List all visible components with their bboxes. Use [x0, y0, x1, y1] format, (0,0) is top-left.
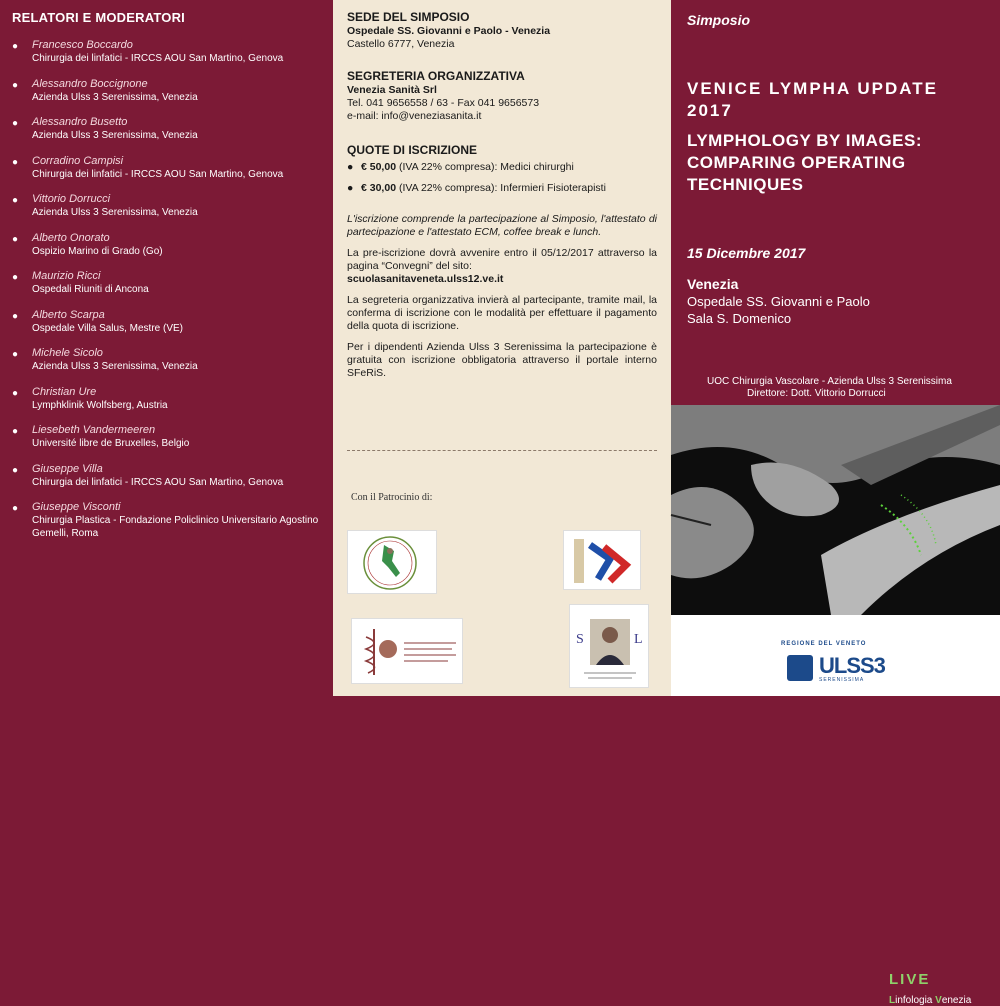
bullet-icon: ●: [12, 349, 19, 360]
speaker-name: Maurizio Ricci: [32, 270, 101, 282]
speaker-item: [12, 423, 327, 462]
organizer-unit: UOC Chirurgia Vascolare - Azienda Ulss 3 Serenissima: [707, 376, 952, 387]
preregistration-link[interactable]: scuolasanitaveneta.ulss12.ve.it: [347, 273, 504, 285]
event-title: VENICE LYMPHA UPDATE 2017: [687, 79, 938, 120]
subtitle-part-2: enezia: [941, 995, 972, 1006]
venue-address: Castello 6777, Venezia: [347, 38, 455, 50]
speaker-name: Francesco Boccardo: [32, 39, 133, 51]
bullet-icon: ●: [12, 272, 19, 283]
patron-logo-italy: [347, 530, 437, 594]
speakers-title: RELATORI E MODERATORI: [12, 10, 185, 25]
society-logo-icon: [564, 531, 642, 591]
speaker-affiliation: Chirurgia dei linfatici - IRCCS AOU San Martino, Genova: [32, 168, 284, 180]
speaker-item: [12, 269, 327, 308]
speaker-name: Alberto Onorato: [32, 231, 110, 244]
svg-text:L: L: [634, 632, 643, 647]
speaker-affiliation: Chirurgia dei linfatici - IRCCS AOU San Martino, Genova: [32, 476, 284, 488]
veneto-shield-icon: [787, 655, 813, 681]
fee-desc: (IVA 22% compresa): Medici chirurghi: [396, 161, 574, 173]
live-logo-subtitle: [889, 995, 971, 1006]
patron-logo-medical-order: [351, 618, 463, 684]
bullet-icon: ●: [12, 387, 19, 399]
italy-emblem-icon: [348, 531, 438, 595]
speaker-name: Vittorio Dorrucci: [32, 193, 111, 205]
speaker-affiliation: Lymphklinik Wolfsberg, Austria: [32, 399, 168, 411]
speaker-name: Liesebeth Vandermeeren: [32, 424, 156, 436]
speaker-name: Alberto Scarpa: [32, 308, 105, 321]
preregistration-body: La pre-iscrizione dovrà avvenire entro il 05/12/2017 attraverso la pagina “Convegni” del sito:: [347, 247, 657, 272]
fees-title: QUOTE DI ISCRIZIONE: [347, 143, 478, 157]
registration-includes: L'iscrizione comprende la partecipazione al Simposio, l'attestato di partecipazione e l'attestato ECM, coffee break e lunch.: [347, 213, 657, 238]
event-date: 15 Dicembre 2017: [687, 245, 806, 261]
bullet-icon: ●: [12, 156, 19, 168]
bullet-icon: ●: [12, 310, 19, 322]
preregistration-text: [347, 247, 657, 286]
bullet-icon: ●: [12, 426, 19, 437]
fees-section: [347, 143, 657, 195]
patron-logo-portrait: [569, 604, 649, 688]
bullet-icon: ●: [12, 41, 19, 52]
ulss3-subtitle: SERENISSIMA: [819, 677, 865, 683]
patronage-label: Con il Patrocinio di:: [351, 492, 433, 503]
bullet-icon: ●: [12, 79, 19, 91]
speaker-name: Michele Sicolo: [32, 347, 103, 359]
speaker-name: Alessandro Boccignone: [32, 77, 148, 90]
speaker-affiliation: Chirurgia Plastica - Fondazione Policlinico Universitario Agostino Gemelli, Roma: [32, 515, 319, 539]
speaker-name: Giuseppe Villa: [32, 462, 103, 475]
speaker-affiliation: Azienda Ulss 3 Serenissima, Venezia: [32, 361, 198, 372]
event-hospital: Ospedale SS. Giovanni e Paolo: [687, 294, 870, 309]
bullet-icon: ●: [347, 161, 354, 173]
bullet-icon: ●: [12, 118, 19, 129]
bullet-icon: ●: [347, 182, 354, 194]
speaker-item: [12, 231, 327, 270]
speaker-affiliation: Azienda Ulss 3 Serenissima, Venezia: [32, 130, 198, 141]
event-subtitle: LYMPHOLOGY BY IMAGES: COMPARING OPERATING TECHNIQUES: [687, 131, 923, 194]
speaker-item: [12, 154, 327, 193]
speakers-panel: [0, 0, 333, 696]
speaker-affiliation: Université libre de Bruxelles, Belgio: [32, 438, 190, 449]
secretariat-email: e-mail: info@veneziasanita.it: [347, 110, 482, 122]
secretariat-phone: Tel. 041 9656558 / 63 - Fax 041 9656573: [347, 97, 540, 109]
secretariat-title: SEGRETERIA ORGANIZZATIVA: [347, 69, 525, 83]
live-logo: LIVE: [889, 971, 931, 988]
event-room: Sala S. Domenico: [687, 311, 792, 326]
organizer-info: [707, 376, 997, 400]
fee-item: [347, 161, 657, 174]
speaker-item: [12, 462, 327, 501]
bullet-icon: ●: [12, 503, 19, 514]
speaker-name: Corradino Campisi: [32, 154, 124, 167]
fee-price: € 50,00: [361, 161, 397, 173]
speaker-item: [12, 38, 327, 77]
divider: [347, 450, 657, 451]
event-city: Venezia: [687, 276, 739, 292]
portrait-icon: [570, 605, 650, 689]
venue-title: SEDE DEL SIMPOSIO: [347, 10, 470, 24]
employees-text: Per i dipendenti Azienda Ulss 3 Serenissima la partecipazione è gratuita con iscrizione obbligatoria attraverso il portale interno SFeRiS.: [347, 341, 657, 379]
venue-name: Ospedale SS. Giovanni e Paolo - Venezia: [347, 25, 551, 37]
cover-panel: [671, 0, 1000, 1006]
event-type: Simposio: [687, 12, 751, 28]
info-panel: [333, 0, 671, 696]
bullet-icon: ●: [12, 233, 19, 245]
venue-section: [347, 10, 657, 51]
event-location: [687, 276, 870, 327]
speaker-item: [12, 308, 327, 347]
caduceus-icon: [352, 619, 464, 685]
secretariat-name: Venezia Sanità Srl: [347, 84, 437, 96]
speaker-affiliation: Chirurgia dei linfatici - IRCCS AOU San Martino, Genova: [32, 53, 284, 64]
fee-desc: (IVA 22% compresa): Infermieri Fisioterapisti: [396, 182, 606, 194]
sponsor-logos: [671, 615, 1000, 696]
speaker-item: [12, 77, 327, 116]
speaker-item: [12, 115, 327, 154]
bullet-icon: ●: [12, 464, 19, 476]
bullet-icon: ●: [12, 195, 19, 206]
venice-lagoon-map-icon: [671, 405, 1000, 615]
regione-veneto-label: REGIONE DEL VENETO: [781, 641, 867, 647]
speaker-affiliation: Ospedale Villa Salus, Mestre (VE): [32, 322, 183, 334]
ulss3-logo: ULSS3: [819, 653, 885, 678]
speaker-name: Alessandro Busetto: [32, 116, 128, 128]
fee-item: [347, 182, 657, 195]
speaker-item: [12, 346, 327, 385]
speaker-affiliation: Azienda Ulss 3 Serenissima, Venezia: [32, 207, 198, 218]
secretariat-section: [347, 69, 657, 123]
patron-logo-society: [563, 530, 641, 590]
speakers-list: [12, 38, 327, 539]
subtitle-part-1: infologia: [895, 995, 936, 1006]
speaker-name: Giuseppe Visconti: [32, 501, 121, 513]
speaker-item: [12, 192, 327, 231]
fee-price: € 30,00: [361, 182, 397, 194]
speaker-affiliation: Ospedali Riuniti di Ancona: [32, 284, 149, 295]
confirmation-text: La segreteria organizzativa invierà al partecipante, tramite mail, la conferma di iscrizione con le modalità per effettuare il pagamento della quota di iscrizione.: [347, 294, 657, 332]
letter-v: V: [935, 995, 942, 1006]
speaker-name: Christian Ure: [32, 385, 97, 398]
letter-l: L: [889, 995, 896, 1006]
speaker-item: [12, 500, 327, 539]
speaker-affiliation: Ospizio Marino di Grado (Go): [32, 245, 163, 257]
organizer-director: Direttore: Dott. Vittorio Dorrucci: [747, 388, 886, 399]
speaker-item: [12, 385, 327, 424]
speaker-affiliation: Azienda Ulss 3 Serenissima, Venezia: [32, 91, 198, 103]
svg-text:S: S: [576, 632, 584, 647]
